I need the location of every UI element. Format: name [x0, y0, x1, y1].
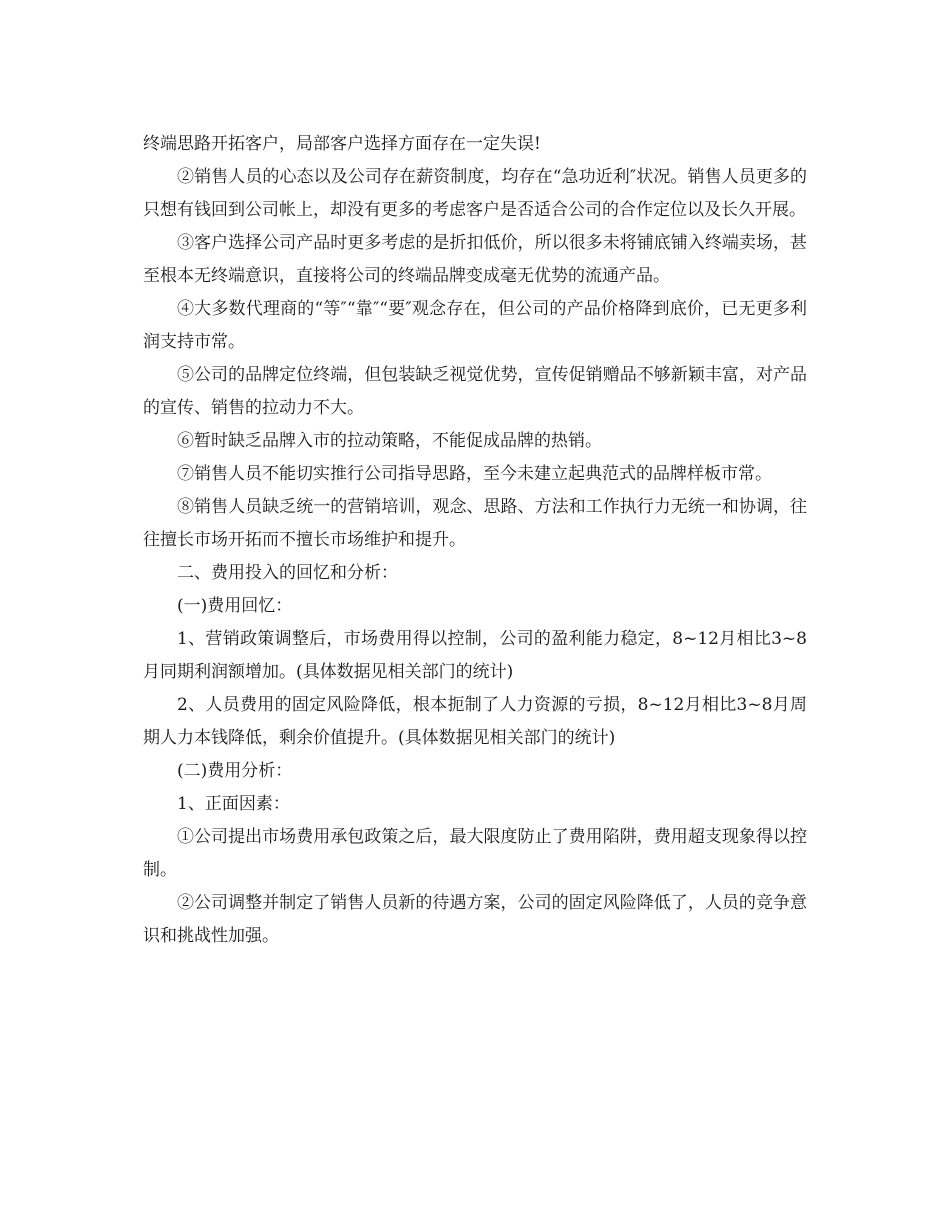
subsection-heading-cost-recall: (一)费用回忆： [177, 596, 293, 616]
document-page [143, 128, 807, 953]
section-heading-cost-review: 二、费用投入的回忆和分析： [177, 563, 398, 583]
paragraph-item-8: ⑧销售人员缺乏统一的营销培训，观念、思路、方法和工作执行力无统一和协调，往往擅长市场开拓而不擅长市场维护和提升。 [143, 497, 807, 550]
paragraph-item-4: ④大多数代理商的“等″“靠″“要″观念存在，但公司的产品价格降到底价，已无更多利润支持市常。 [143, 299, 807, 352]
subsection-heading-cost-analysis: (二)费用分析： [177, 761, 293, 781]
paragraph-item-3: ③客户选择公司产品时更多考虑的是折扣低价，所以很多未将铺底铺入终端卖场，甚至根本无终端意识，直接将公司的终端品牌变成毫无优势的流通产品。 [143, 233, 807, 286]
paragraph-item-5: ⑤公司的品牌定位终端，但包装缺乏视觉优势，宣传促销赠品不够新颖丰富，对产品的宣传、销售的拉动力不大。 [143, 365, 807, 418]
paragraph-continuation: 终端思路开拓客户，局部客户选择方面存在一定失误! [143, 134, 541, 154]
paragraph-positive-1: ①公司提出市场费用承包政策之后，最大限度防止了费用陷阱，费用超支现象得以控制。 [143, 827, 807, 880]
paragraph-point-2: 2、人员费用的固定风险降低，根本扼制了人力资源的亏损，8~12月相比3~8月周期人力本钱降低，剩余价值提升。(具体数据见相关部门的统计) [143, 695, 807, 748]
paragraph-point-1: 1、营销政策调整后，市场费用得以控制，公司的盈利能力稳定，8~12月相比3~8月同期利润额增加。(具体数据见相关部门的统计) [143, 629, 807, 682]
subheading-positive-factors: 1、正面因素： [177, 794, 290, 814]
paragraph-item-2: ②销售人员的心态以及公司存在薪资制度，均存在“急功近利″状况。销售人员更多的只想有钱回到公司帐上，却没有更多的考虑客户是否适合公司的合作定位以及长久开展。 [143, 167, 807, 220]
paragraph-item-6: ⑥暂时缺乏品牌入市的拉动策略，不能促成品牌的热销。 [177, 431, 602, 451]
paragraph-positive-2: ②公司调整并制定了销售人员新的待遇方案，公司的固定风险降低了，人员的竞争意识和挑战性加强。 [143, 893, 807, 946]
paragraph-item-7: ⑦销售人员不能切实推行公司指导思路，至今未建立起典范式的品牌样板市常。 [177, 464, 772, 484]
